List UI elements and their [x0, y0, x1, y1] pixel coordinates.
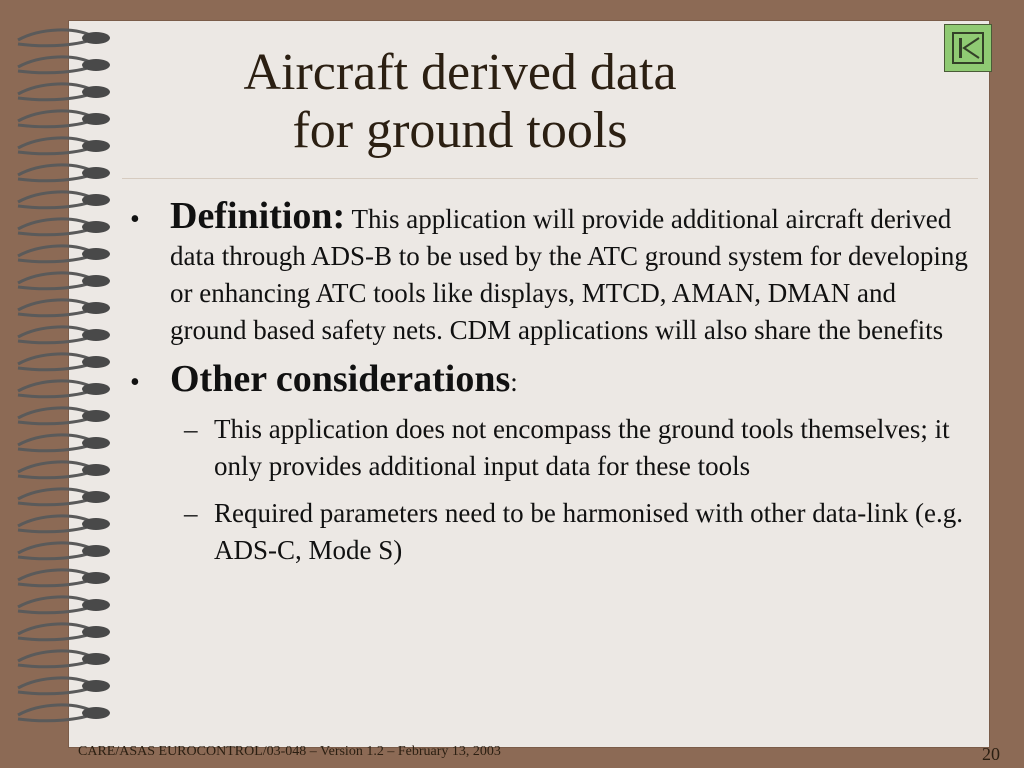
consideration-text: This application does not encompass the ground tools themselves; it only provides additional input data for these tools	[214, 414, 950, 481]
definition-term: Definition:	[170, 195, 346, 237]
page-number: 20	[982, 744, 1000, 764]
first-slide-button[interactable]	[944, 24, 992, 72]
title-separator	[122, 178, 978, 179]
considerations-bullet	[118, 359, 978, 401]
consideration-item	[118, 495, 978, 569]
bullet-marker: •	[130, 204, 140, 235]
considerations-list	[118, 411, 978, 569]
slide-title	[90, 44, 830, 160]
bullet-marker: •	[130, 367, 140, 398]
slide-footer: CARE/ASAS EUROCONTROL/03-048 – Version 1.2 – February 13, 2003	[78, 744, 501, 759]
consideration-item	[118, 411, 978, 485]
consideration-text: Required parameters need to be harmonised with other data-link (e.g. ADS-C, Mode S)	[214, 498, 963, 565]
slide-content	[118, 196, 978, 579]
considerations-colon: :	[510, 367, 518, 397]
considerations-term: Other considerations	[170, 358, 511, 400]
definition-text: This application will provide additional aircraft derived data through ADS-B to be used by the ATC ground system for developing or enhancing ATC tools like displays, MTCD, AMAN, DMAN and ground based safety nets. CDM applications will also share the benefits	[170, 204, 968, 345]
dash-marker: –	[184, 498, 198, 528]
title-line-1: Aircraft derived data	[243, 44, 677, 101]
dash-marker: –	[184, 414, 198, 444]
title-line-2: for ground tools	[292, 102, 628, 159]
first-slide-icon	[950, 30, 986, 66]
definition-bullet	[118, 196, 978, 349]
